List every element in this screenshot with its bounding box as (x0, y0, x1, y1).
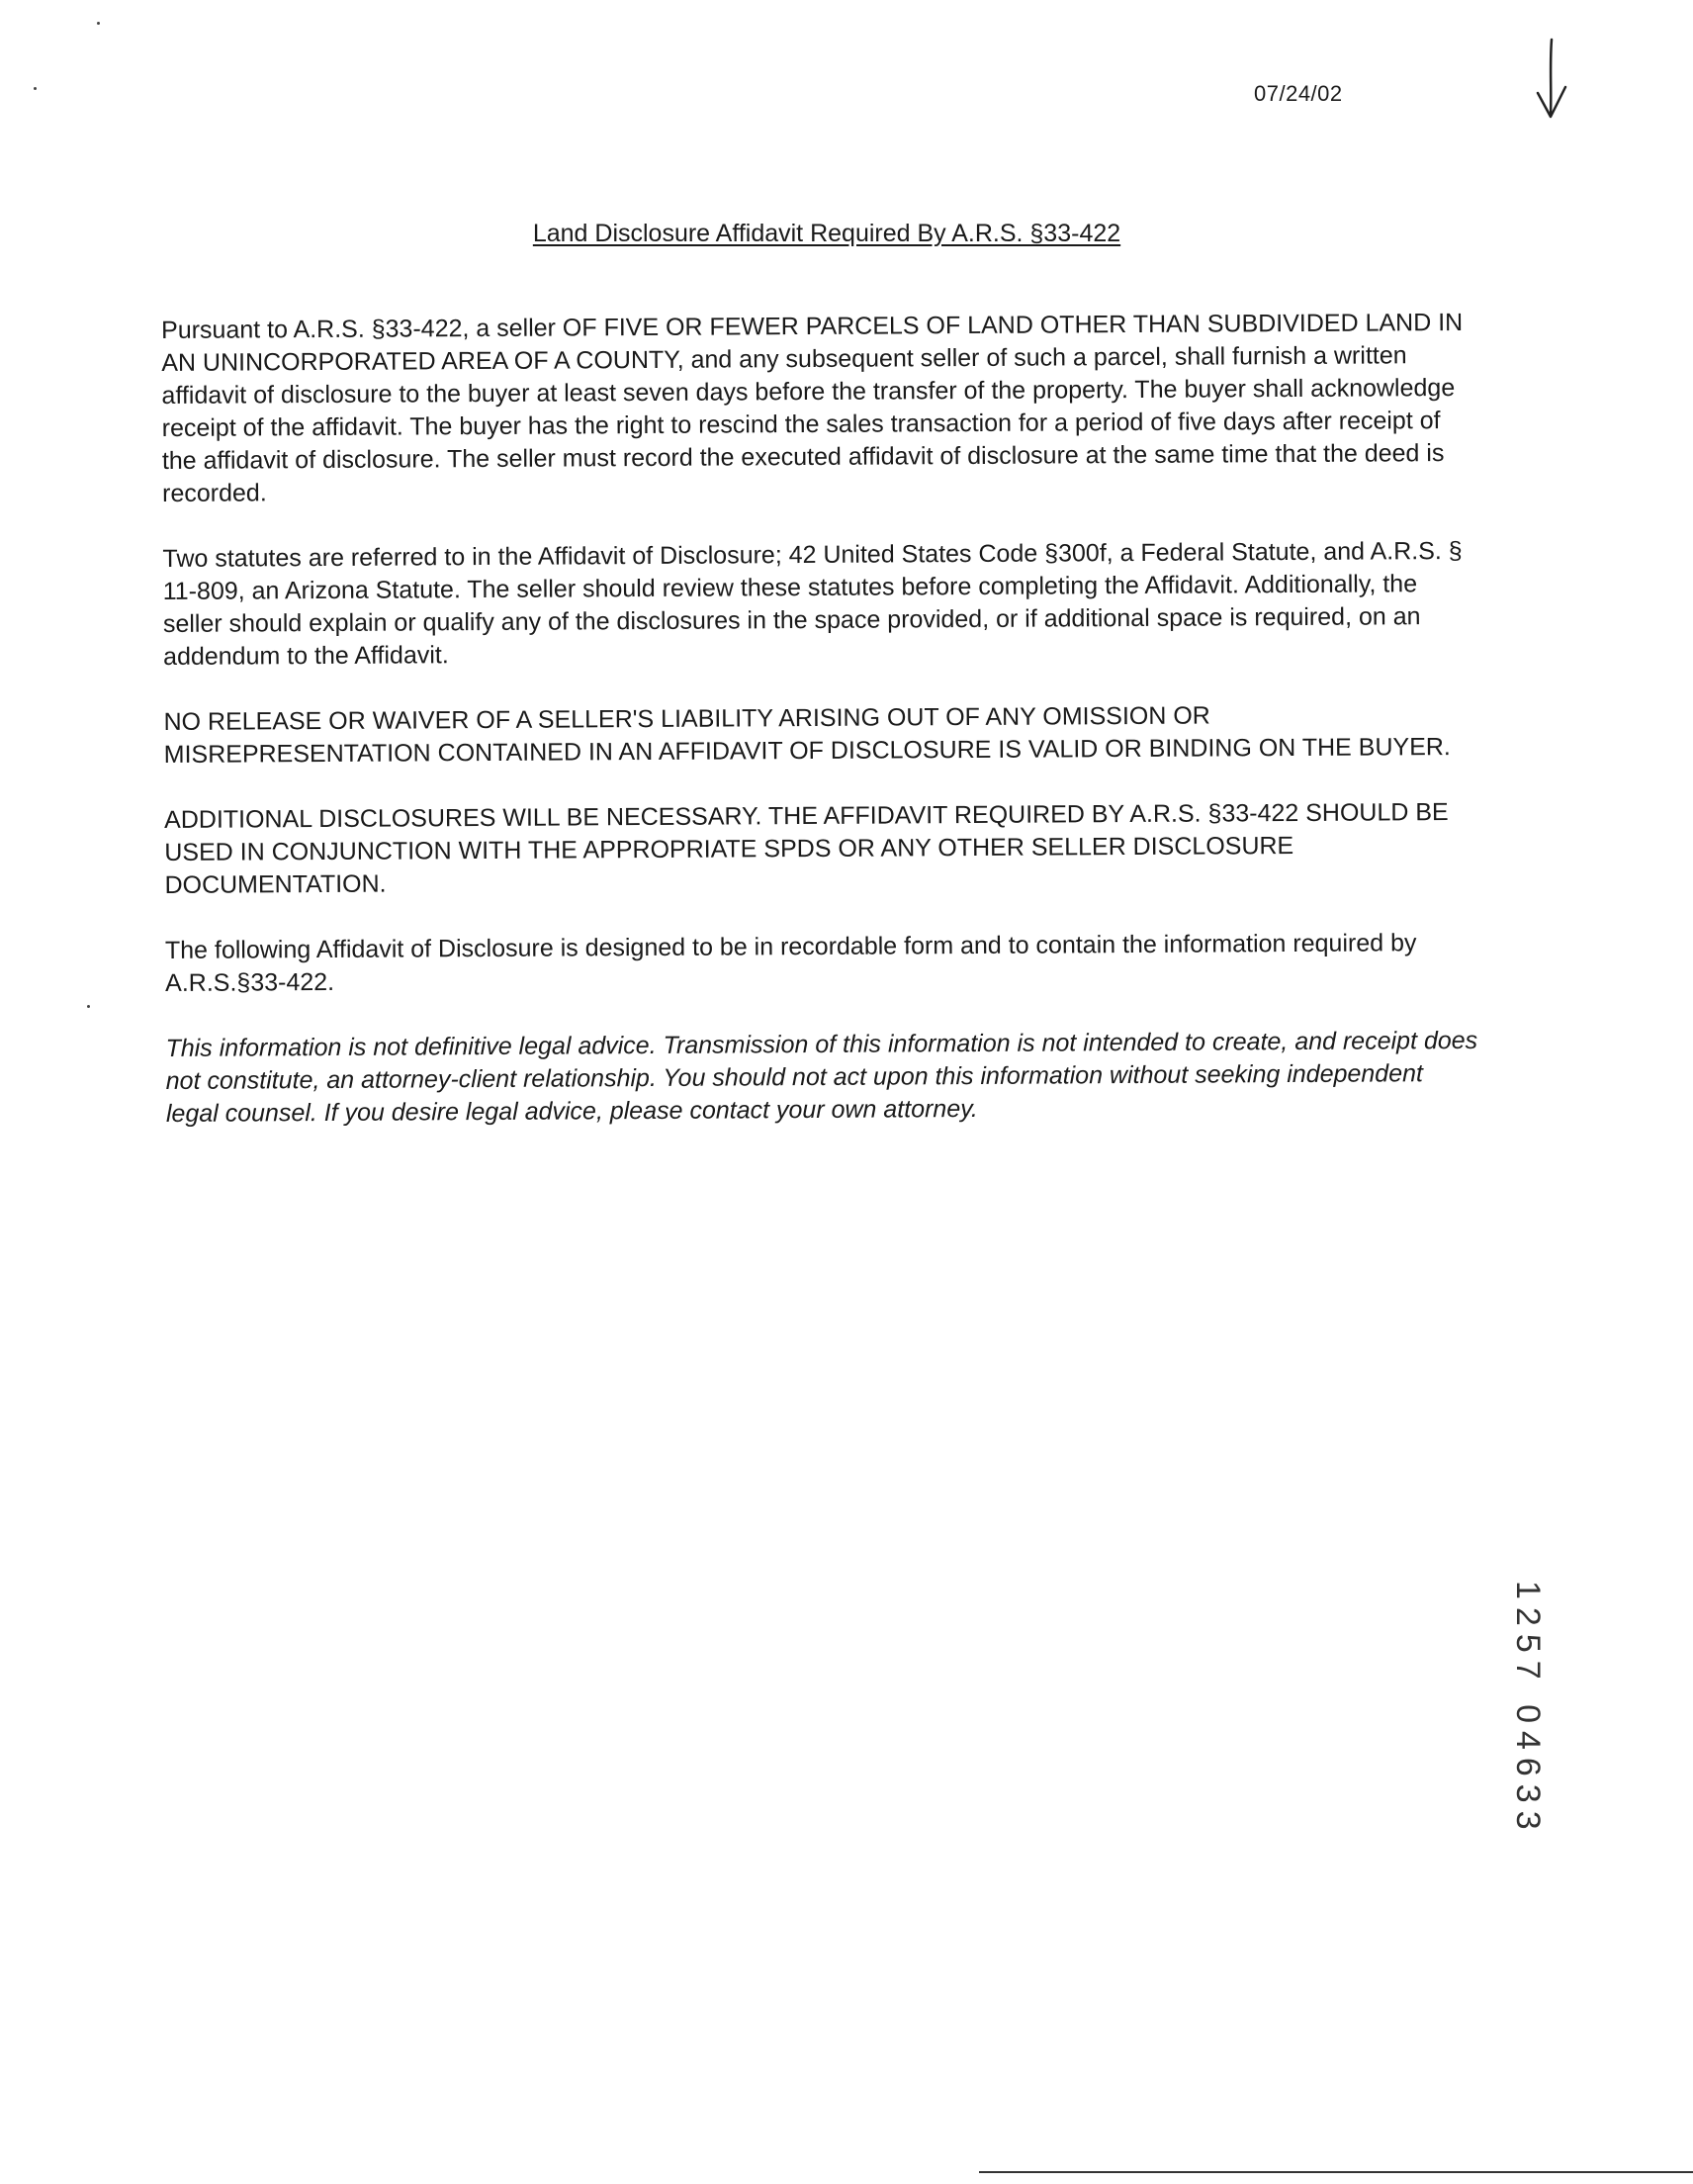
recording-number-stamp: 1257 04633 (1509, 1581, 1547, 1838)
date-stamp: 07/24/02 (1254, 81, 1343, 106)
scan-speck (34, 87, 37, 90)
document-title: Land Disclosure Affidavit Required By A.R.S. §33-422 (532, 220, 1121, 247)
legal-disclaimer: This information is not definitive legal advice. Transmission of this information is not intended to create, and receipt does not constitute, an attorney-client relationship. You should not act upon this information without seeking independent legal counsel. If you desire legal advice, please contact your own attorney. (165, 1026, 1478, 1128)
paragraph-referenced-statutes: Two statutes are referred to in the Affidavit of Disclosure; 42 United States Code §300f, a Federal Statute, and A.R.S. § 11-809, an Arizona Statute. The seller should review these statutes before completing the Affidavit. Additionally, the seller should explain or qualify any of the disclosures in the space provided, or if additional space is required, on an addendum to the Affidavit. (162, 536, 1463, 671)
scan-speck (87, 1005, 90, 1008)
down-arrow-icon (1528, 36, 1575, 123)
paragraph-recordable-form: The following Affidavit of Disclosure is designed to be in recordable form and to contain the information required by A.R.S.§33-422. (164, 929, 1417, 997)
paragraph-additional-disclosures: ADDITIONAL DISCLOSURES WILL BE NECESSARY. THE AFFIDAVIT REQUIRED BY A.R.S. §33-422 SHOULD BE USED IN CONJUNCTION WITH THE APPROPRIATE SPDS OR ANY OTHER SELLER DISCLOSURE DOCUMENTATION. (164, 798, 1449, 899)
bottom-edge-line (979, 2171, 1693, 2173)
scan-speck (97, 22, 100, 25)
paragraph-no-release-waiver: NO RELEASE OR WAIVER OF A SELLER'S LIABILITY ARISING OUT OF ANY OMISSION OR MISREPRESENTATION CONTAINED IN AN AFFIDAVIT OF DISCLOSURE IS VALID OR BINDING ON THE BUYER. (163, 701, 1451, 769)
document-body (161, 307, 1481, 1163)
paragraph-statute-summary: Pursuant to A.R.S. §33-422, a seller OF FIVE OR FEWER PARCELS OF LAND OTHER THAN SUBDIVIDED LAND IN AN UNINCORPORATED AREA OF A COUNTY, and any subsequent seller of such a parcel, shall furnish a written affidavit of disclosure to the buyer at least seven days before the transfer of the property. The buyer shall acknowledge receipt of the affidavit. The buyer has the right to rescind the sales transaction for a period of five days after receipt of the affidavit of disclosure. The seller must record the executed affidavit of disclosure at the same time that the deed is recorded. (161, 308, 1464, 507)
